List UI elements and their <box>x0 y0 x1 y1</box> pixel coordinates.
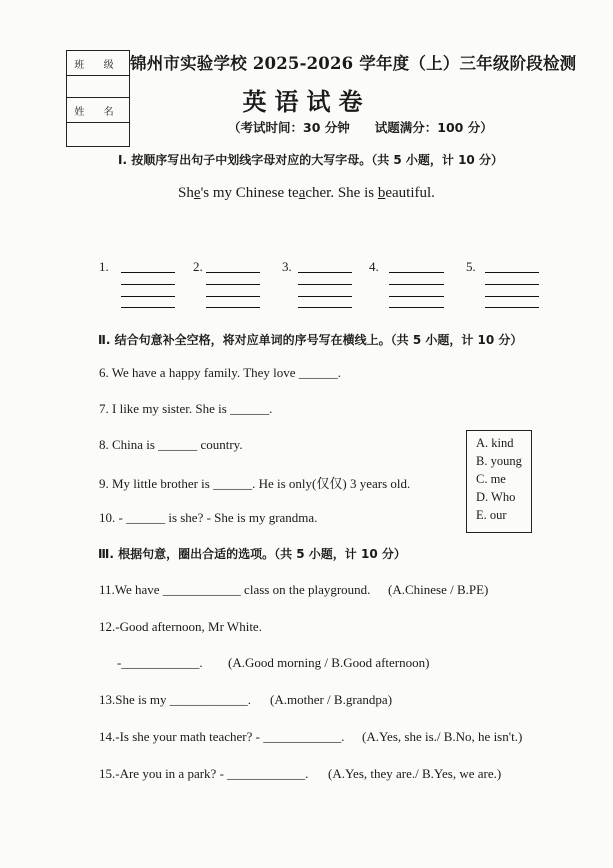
question-8[interactable]: 8. China is ______ country. <box>99 437 243 452</box>
sentence-part: eautiful. <box>385 185 435 201</box>
sentence-part: te <box>284 185 299 201</box>
question-12-choices[interactable]: (A.Good morning / B.Good afternoon) <box>228 655 430 670</box>
underlined-letter: e <box>193 185 201 201</box>
question-15[interactable]: 15.-Are you in a park? - ____________. <box>99 766 309 781</box>
section-1-title: Ⅰ. 按顺序写出句子中划线字母对应的大写字母。（共 5 小题，计 10 分） <box>118 153 503 167</box>
option-a: A. kind <box>476 436 514 450</box>
underlined-letter: b <box>377 185 386 201</box>
name-input-cell[interactable] <box>67 122 129 146</box>
section-3-title: Ⅲ. 根据句意，圈出合适的选项。（共 5 小题，计 10 分） <box>98 547 406 561</box>
page-title: 英语试卷 <box>242 87 371 116</box>
school-title: 锦州市实验学校 2025-2026 学年度（上）三年级阶段检测 <box>130 54 577 73</box>
exam-info: （考试时间：30 分钟 试题满分：100 分） <box>228 120 493 135</box>
name-label: 姓 名 <box>74 107 122 118</box>
question-11[interactable]: 11.We have ____________ class on the playground. <box>99 582 371 597</box>
question-14-choices[interactable]: (A.Yes, she is./ B.No, he isn't.) <box>362 729 523 744</box>
option-c: C. me <box>476 472 506 486</box>
question-6[interactable]: 6. We have a happy family. They love ______. <box>99 365 342 380</box>
question-14[interactable]: 14.-Is she your math teacher? - ____________. <box>99 729 345 744</box>
class-label-cell <box>67 51 129 76</box>
question-12-answer[interactable]: -____________. <box>117 655 203 670</box>
section-2-title: Ⅱ. 结合句意补全空格，将对应单词的序号写在横线上。（共 5 小题，计 10 分） <box>98 333 523 347</box>
word-options-box <box>466 430 532 533</box>
question-13[interactable]: 13.She is my ____________. <box>99 692 252 707</box>
grid-number-3: 3. <box>282 259 292 274</box>
option-e: E. our <box>476 508 507 522</box>
question-9[interactable]: 9. My little brother is ______. He is only(仅仅) 3 years old. <box>99 476 411 491</box>
grid-number-1: 1. <box>99 259 109 274</box>
question-15-choices[interactable]: (A.Yes, they are./ B.Yes, we are.) <box>328 766 502 781</box>
grid-number-5: 5. <box>466 259 476 274</box>
question-7[interactable]: 7. I like my sister. She is ______. <box>99 401 273 416</box>
class-label: 班 级 <box>74 60 122 71</box>
question-12: 12.-Good afternoon, Mr White. <box>99 619 262 634</box>
question-10[interactable]: 10. - ______ is she? - She is my grandma. <box>99 510 318 525</box>
sentence-part: cher. She is <box>305 185 378 201</box>
question-11-choices[interactable]: (A.Chinese / B.PE) <box>388 582 489 597</box>
question-13-choices[interactable]: (A.mother / B.grandpa) <box>270 692 393 707</box>
grid-number-4: 4. <box>369 259 379 274</box>
sentence-part: 's my Chinese <box>200 185 285 201</box>
option-d: D. Who <box>476 490 516 504</box>
sentence-part: Sh <box>178 185 194 201</box>
section-1-sentence <box>0 185 613 202</box>
option-b: B. young <box>476 454 522 468</box>
underlined-letter: a <box>298 185 306 201</box>
grid-number-2: 2. <box>193 259 203 274</box>
